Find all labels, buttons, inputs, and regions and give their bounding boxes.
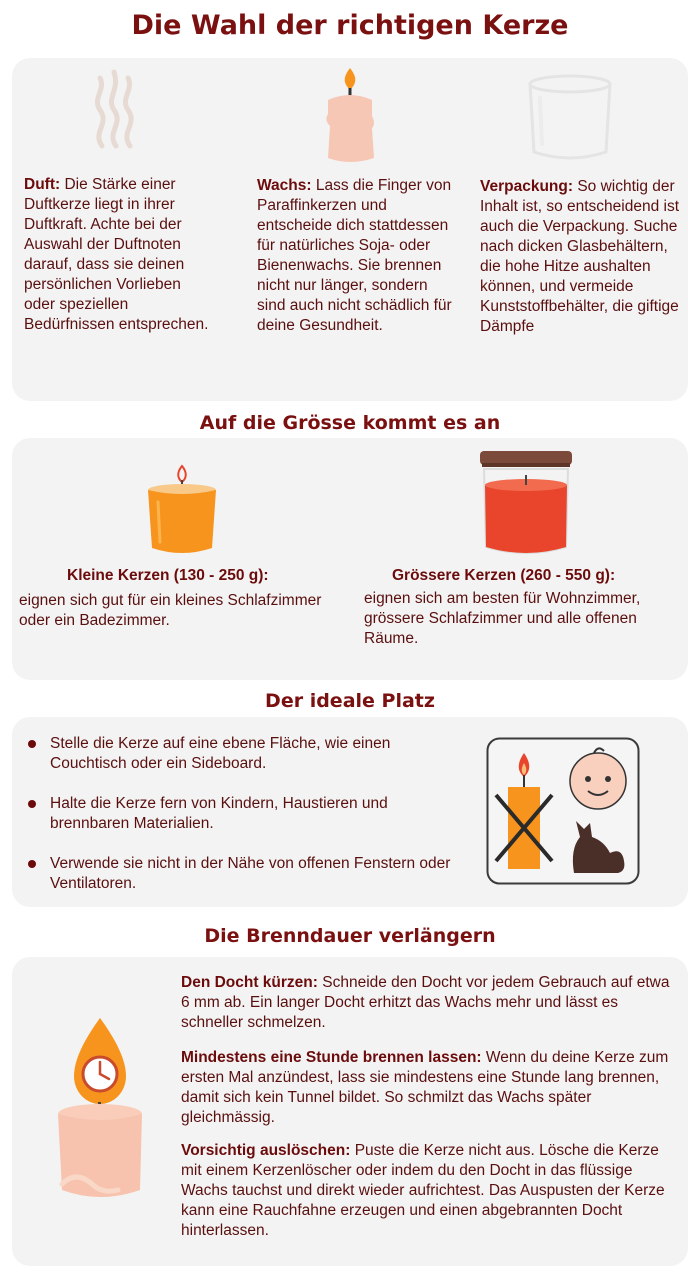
- tip-docht-label: Den Docht kürzen:: [181, 974, 318, 991]
- verpackung-text: Verpackung: So wichtig der Inhalt ist, so entscheidend ist auch die Verpackung. Suche nach dicken Glasbehältern, die hohe Hitze aushalten können, und vermeide Kunststoffbehälter, die giftige Dämpfe: [480, 178, 680, 335]
- large-candle-text: eignen sich am besten für Wohnzimmer, grössere Schlafzimmer und alle offenen Räume.: [364, 590, 641, 647]
- list-item: Stelle die Kerze auf eine ebene Fläche, wie einen Couchtisch oder ein Sideboard.: [22, 734, 462, 774]
- page-title: Die Wahl der richtigen Kerze: [131, 10, 569, 41]
- place-heading: Der ideale Platz: [265, 690, 435, 712]
- tip-docht: Den Docht kürzen: Schneide den Docht vor jedem Gebrauch auf etwa 6 mm ab. Ein langer Docht erhitzt das Wachs mehr und lässt es schneller schmelzen.: [181, 974, 670, 1031]
- list-item: Verwende sie nicht in der Nähe von offenen Fenstern oder Ventilatoren.: [22, 854, 462, 894]
- list-item: Halte die Kerze fern von Kindern, Haustieren und brennbaren Materialien.: [22, 794, 462, 834]
- large-candle-icon: [476, 447, 576, 559]
- size-heading: Auf die Grösse kommt es an: [199, 412, 501, 434]
- steam-icon: [88, 66, 140, 150]
- candle-icon: [320, 66, 380, 166]
- wachs-text: Wachs: Lass die Finger von Paraffinkerzen und entscheide dich stattdessen für natürliches Soja- oder Bienenwachs. Sie brennen nicht nur länger, sondern sind auch nicht schädlich für deine Gesundheit.: [257, 177, 452, 334]
- safety-icon: [486, 737, 640, 885]
- duft-text: Duft: Die Stärke einer Duftkerze liegt in ihrer Duftkraft. Achte bei der Auswahl der Duftnoten darauf, dass sie deinen persönlichen Vorlieben oder speziellen Bedürfnissen entsprechen.: [24, 176, 209, 333]
- small-candle-heading: Kleine Kerzen (130 - 250 g):: [67, 567, 269, 584]
- tip-stunde: Mindestens eine Stunde brennen lassen: Wenn du deine Kerze zum ersten Mal anzündest, lass sie mindestens eine Stunde lang brennen, damit sich kein Tunnel bildet. So schmilzt das Wachs später gleichmässig.: [181, 1049, 669, 1126]
- place-list: [22, 734, 462, 914]
- tip-stunde-label: Mindestens eine Stunde brennen lassen:: [181, 1049, 482, 1066]
- duration-heading: Die Brenndauer verlängern: [204, 925, 496, 947]
- small-candle-text: eignen sich gut für ein kleines Schlafzimmer oder ein Badezimmer.: [19, 592, 322, 629]
- tip-ausloeschen: Vorsichtig auslöschen: Puste die Kerze nicht aus. Lösche die Kerze mit einem Kerzenlöscher oder indem du den Docht in das flüssige Wachs tauchst und direkt wieder aufrichtest. Das Auspusten der Kerze kann eine Rauchfahne erzeugen und einen abgebrannten Docht hinterlassen.: [181, 1142, 665, 1239]
- candle-clock-icon: [56, 1014, 156, 1206]
- wachs-label: Wachs:: [257, 177, 312, 194]
- verpackung-label: Verpackung:: [480, 178, 574, 195]
- glass-icon: [524, 72, 616, 164]
- small-candle-icon: [144, 462, 220, 558]
- large-candle-heading: Grössere Kerzen (260 - 550 g):: [392, 567, 616, 584]
- duft-label: Duft:: [24, 176, 61, 193]
- tip-ausloeschen-label: Vorsichtig auslöschen:: [181, 1142, 351, 1159]
